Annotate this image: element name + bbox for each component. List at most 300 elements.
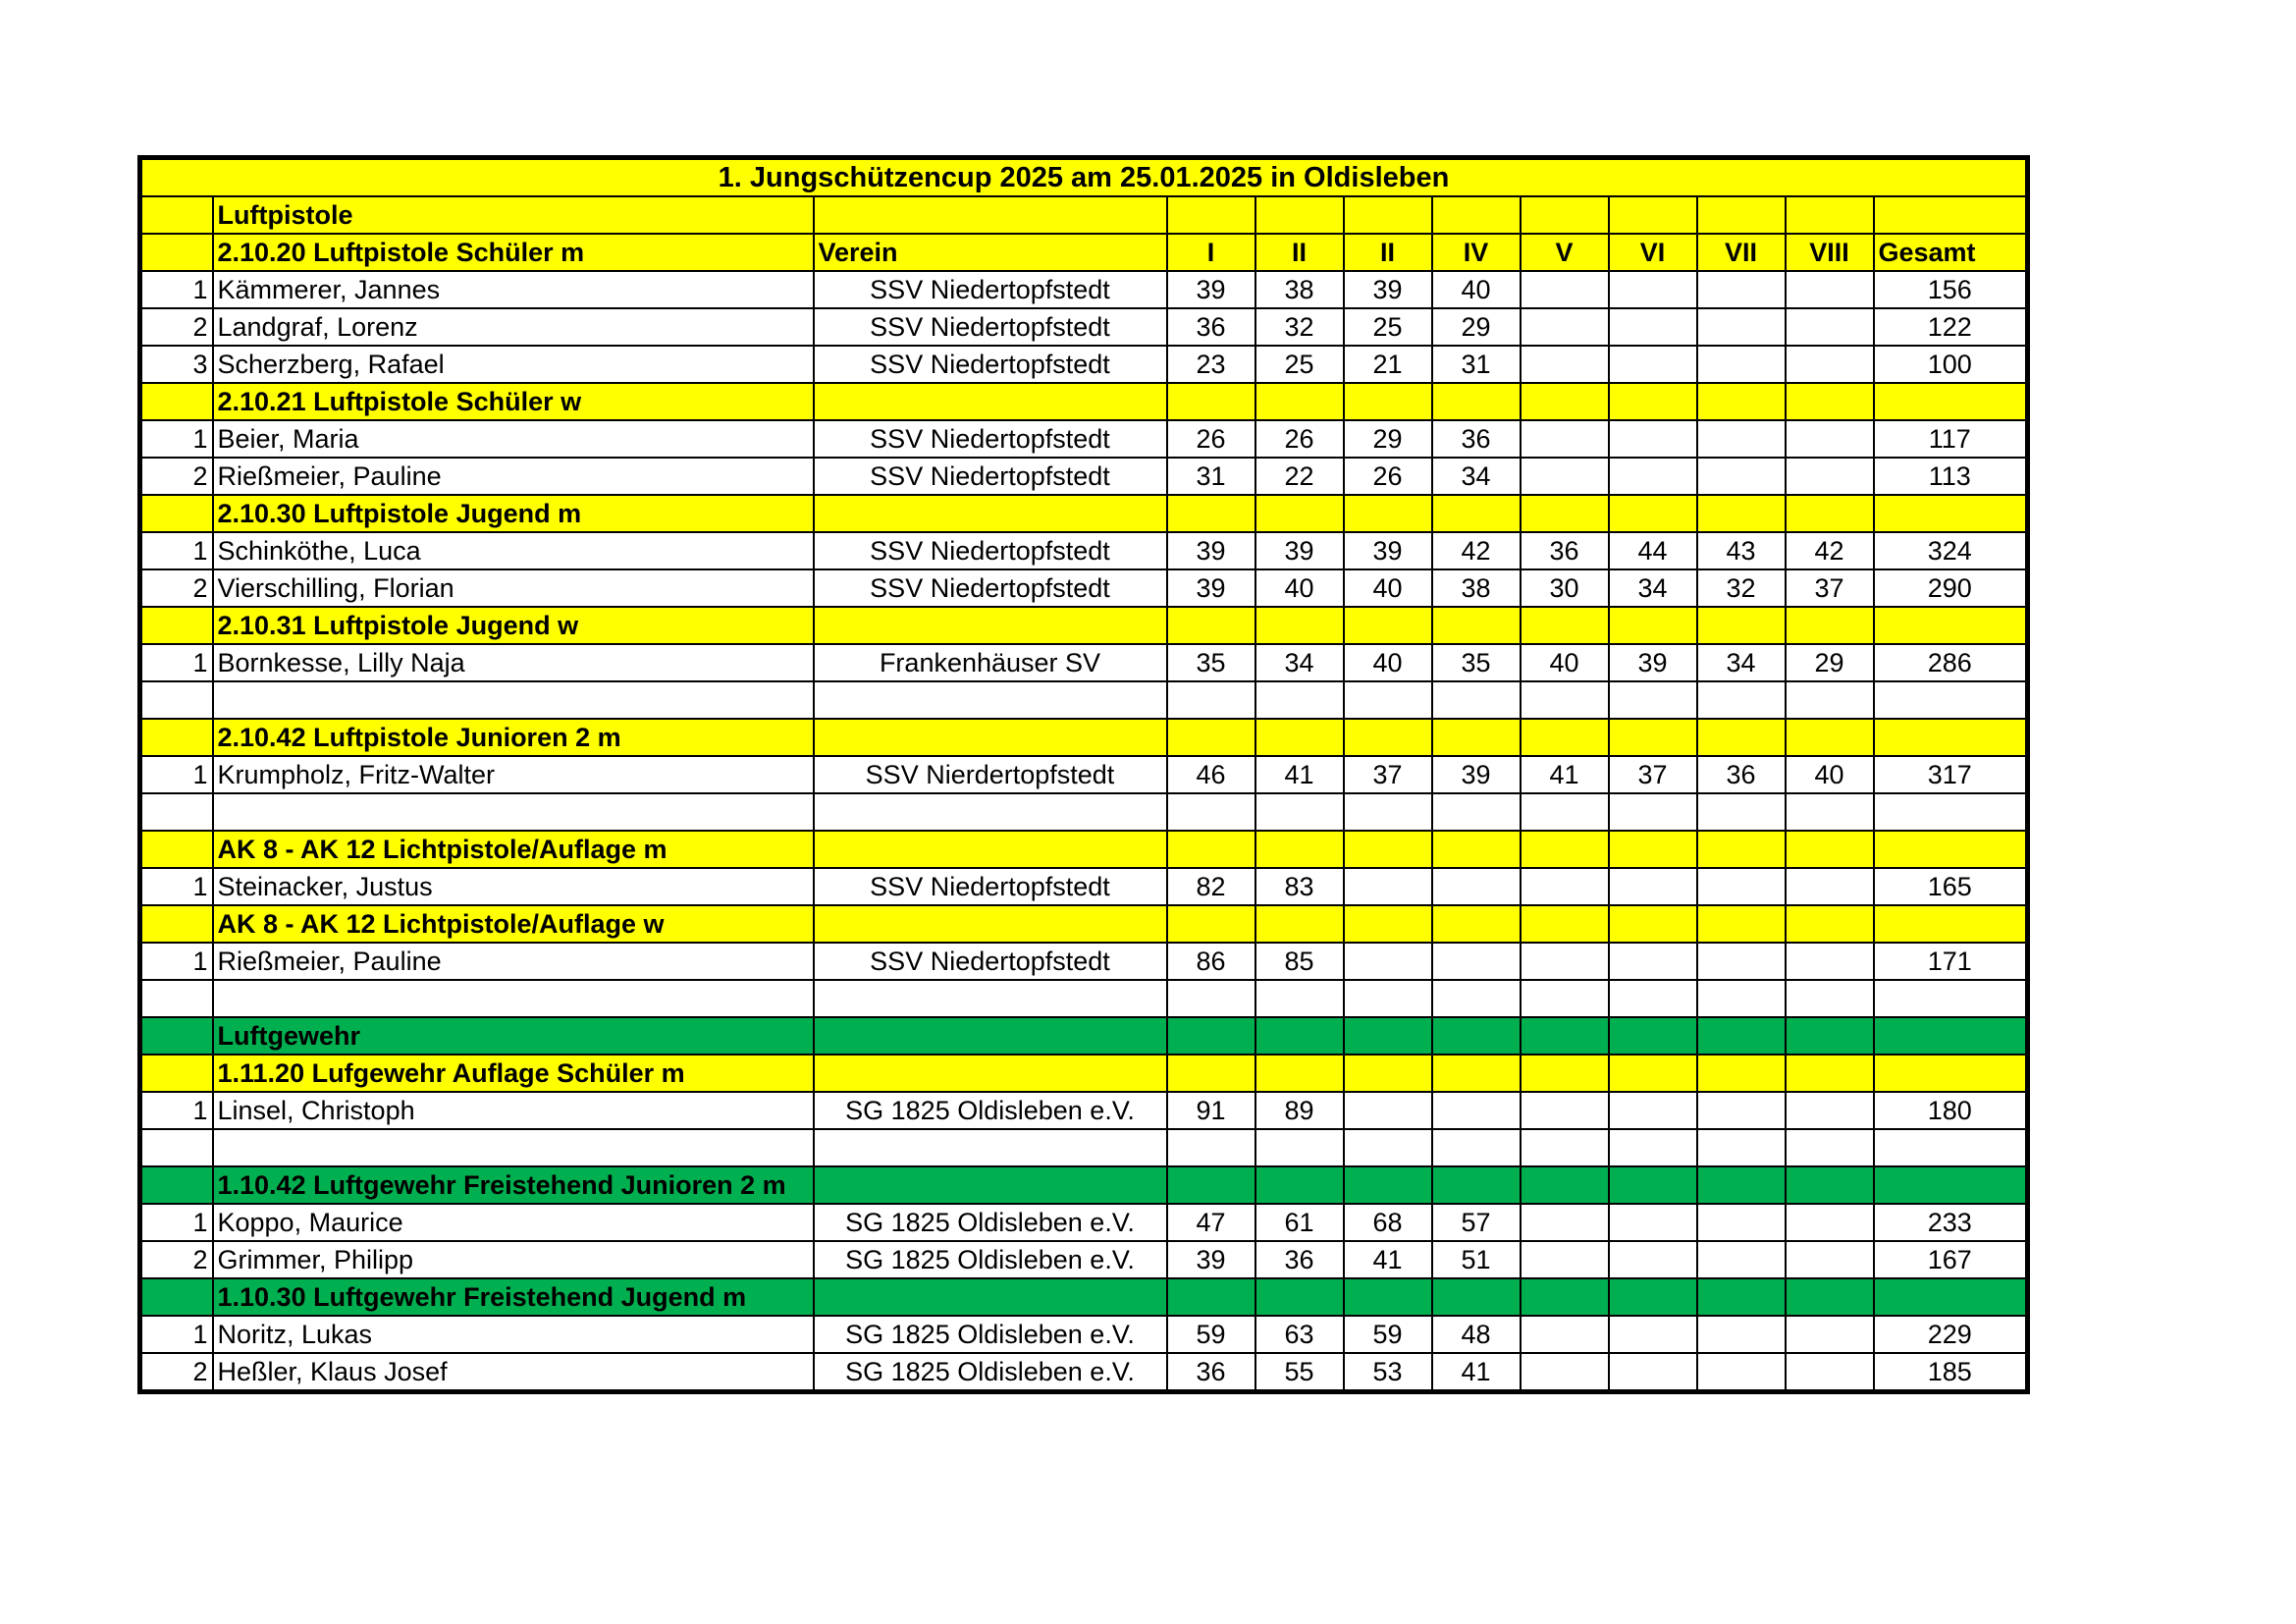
empty-cell: [1874, 383, 2028, 420]
name-cell: Kämmerer, Jannes: [213, 271, 814, 308]
empty-cell: [1874, 980, 2028, 1017]
empty-cell: [1521, 1278, 1609, 1316]
series-header: VI: [1609, 234, 1697, 271]
score-cell: 37: [1344, 756, 1432, 793]
table-row: [140, 271, 2028, 308]
score-cell: 46: [1167, 756, 1255, 793]
empty-cell: [814, 1129, 1167, 1166]
empty-cell: [1521, 196, 1609, 234]
section-label: 2.10.21 Luftpistole Schüler w: [213, 383, 814, 420]
name-cell: Noritz, Lukas: [213, 1316, 814, 1353]
score-cell: [1786, 458, 1874, 495]
empty-cell: [1344, 1278, 1432, 1316]
score-cell: 83: [1255, 868, 1344, 905]
club-cell: SG 1825 Oldisleben e.V.: [814, 1353, 1167, 1392]
score-cell: 29: [1432, 308, 1521, 346]
rank-cell: [140, 383, 213, 420]
empty-cell: [1167, 196, 1255, 234]
series-header: IV: [1432, 234, 1521, 271]
empty-cell: [814, 607, 1167, 644]
category-header: 2.10.20 Luftpistole Schüler m: [213, 234, 814, 271]
table-row: [140, 1241, 2028, 1278]
table-row: [140, 644, 2028, 681]
section-row: [140, 1017, 2028, 1055]
section-label: 1.10.42 Luftgewehr Freistehend Junioren 2 m: [213, 1166, 814, 1204]
empty-cell: [1697, 719, 1786, 756]
empty-cell: [814, 196, 1167, 234]
score-cell: 44: [1609, 532, 1697, 569]
score-cell: [1786, 1204, 1874, 1241]
blank-row: [140, 980, 2028, 1017]
score-cell: [1609, 868, 1697, 905]
score-cell: [1344, 868, 1432, 905]
score-cell: [1697, 1241, 1786, 1278]
empty-cell: [814, 1017, 1167, 1055]
empty-cell: [1874, 1017, 2028, 1055]
empty-cell: [140, 793, 213, 831]
score-cell: [1432, 943, 1521, 980]
empty-cell: [1786, 1055, 1874, 1092]
score-cell: 39: [1167, 532, 1255, 569]
empty-cell: [1167, 495, 1255, 532]
rank-cell: [140, 1278, 213, 1316]
empty-cell: [1344, 831, 1432, 868]
rank-cell: 2: [140, 1241, 213, 1278]
rank-cell: 1: [140, 532, 213, 569]
empty-cell: [1255, 1017, 1344, 1055]
club-cell: SSV Niedertopfstedt: [814, 346, 1167, 383]
empty-cell: [1786, 1278, 1874, 1316]
empty-cell: [1874, 1055, 2028, 1092]
empty-cell: [1874, 793, 2028, 831]
rank-cell: [140, 196, 213, 234]
score-cell: 86: [1167, 943, 1255, 980]
empty-cell: [1609, 719, 1697, 756]
score-cell: 36: [1167, 308, 1255, 346]
rank-cell: 1: [140, 1204, 213, 1241]
score-cell: [1521, 1353, 1609, 1392]
empty-cell: [1521, 793, 1609, 831]
score-cell: 36: [1697, 756, 1786, 793]
empty-cell: [1521, 495, 1609, 532]
series-header: VIII: [1786, 234, 1874, 271]
series-header: II: [1255, 234, 1344, 271]
score-cell: [1786, 271, 1874, 308]
empty-cell: [1432, 681, 1521, 719]
empty-cell: [1521, 1129, 1609, 1166]
empty-cell: [1167, 1055, 1255, 1092]
empty-cell: [1344, 681, 1432, 719]
table-row: [140, 420, 2028, 458]
empty-cell: [814, 980, 1167, 1017]
empty-cell: [1344, 607, 1432, 644]
empty-cell: [1167, 681, 1255, 719]
section-label: 2.10.30 Luftpistole Jugend m: [213, 495, 814, 532]
empty-cell: [1255, 1129, 1344, 1166]
score-cell: [1609, 1092, 1697, 1129]
rank-cell: [140, 831, 213, 868]
score-cell: [1786, 1241, 1874, 1278]
score-cell: 32: [1697, 569, 1786, 607]
empty-cell: [1167, 719, 1255, 756]
empty-cell: [1167, 793, 1255, 831]
blank-row: [140, 793, 2028, 831]
rank-cell: 1: [140, 644, 213, 681]
section-row: [140, 1055, 2028, 1092]
total-cell: 317: [1874, 756, 2028, 793]
empty-cell: [1609, 607, 1697, 644]
empty-cell: [1697, 196, 1786, 234]
total-cell: 233: [1874, 1204, 2028, 1241]
rank-cell: 2: [140, 569, 213, 607]
name-cell: Rießmeier, Pauline: [213, 458, 814, 495]
empty-cell: [1609, 1166, 1697, 1204]
score-cell: 40: [1255, 569, 1344, 607]
score-cell: 34: [1255, 644, 1344, 681]
score-cell: [1609, 1316, 1697, 1353]
table-row: [140, 1353, 2028, 1392]
score-cell: 40: [1344, 569, 1432, 607]
name-cell: Krumpholz, Fritz-Walter: [213, 756, 814, 793]
empty-cell: [213, 980, 814, 1017]
score-cell: 89: [1255, 1092, 1344, 1129]
score-cell: 21: [1344, 346, 1432, 383]
name-cell: Bornkesse, Lilly Naja: [213, 644, 814, 681]
section-label: Luftgewehr: [213, 1017, 814, 1055]
empty-cell: [1167, 1166, 1255, 1204]
empty-cell: [213, 793, 814, 831]
score-cell: 40: [1432, 271, 1521, 308]
table-row: [140, 569, 2028, 607]
empty-cell: [814, 1055, 1167, 1092]
empty-cell: [1521, 719, 1609, 756]
empty-cell: [1786, 196, 1874, 234]
score-cell: 47: [1167, 1204, 1255, 1241]
score-cell: 29: [1344, 420, 1432, 458]
score-cell: [1786, 868, 1874, 905]
total-cell: 229: [1874, 1316, 2028, 1353]
empty-cell: [1432, 196, 1521, 234]
score-cell: 34: [1609, 569, 1697, 607]
section-row: [140, 383, 2028, 420]
empty-cell: [1786, 1166, 1874, 1204]
section-row: [140, 905, 2028, 943]
empty-cell: [1609, 1017, 1697, 1055]
score-cell: [1609, 1241, 1697, 1278]
club-cell: SSV Nierdertopfstedt: [814, 756, 1167, 793]
club-cell: SSV Niedertopfstedt: [814, 458, 1167, 495]
score-cell: [1697, 868, 1786, 905]
score-cell: [1344, 943, 1432, 980]
score-cell: 23: [1167, 346, 1255, 383]
score-cell: [1609, 1204, 1697, 1241]
score-cell: 57: [1432, 1204, 1521, 1241]
empty-cell: [1609, 681, 1697, 719]
score-cell: [1521, 868, 1609, 905]
score-cell: [1609, 346, 1697, 383]
score-cell: 31: [1167, 458, 1255, 495]
table-row: [140, 1316, 2028, 1353]
empty-cell: [1609, 196, 1697, 234]
score-cell: 53: [1344, 1353, 1432, 1392]
club-cell: SSV Niedertopfstedt: [814, 868, 1167, 905]
empty-cell: [1609, 1129, 1697, 1166]
club-header: Verein: [814, 234, 1167, 271]
club-cell: SSV Niedertopfstedt: [814, 271, 1167, 308]
score-cell: [1697, 271, 1786, 308]
empty-cell: [1521, 1017, 1609, 1055]
rank-cell: 2: [140, 458, 213, 495]
score-cell: 39: [1609, 644, 1697, 681]
name-cell: Heßler, Klaus Josef: [213, 1353, 814, 1392]
empty-cell: [1344, 1129, 1432, 1166]
empty-cell: [1786, 607, 1874, 644]
empty-cell: [1167, 383, 1255, 420]
section-row: [140, 196, 2028, 234]
score-cell: [1521, 1241, 1609, 1278]
table-row: [140, 943, 2028, 980]
score-cell: 63: [1255, 1316, 1344, 1353]
total-cell: 122: [1874, 308, 2028, 346]
score-cell: 36: [1521, 532, 1609, 569]
empty-cell: [1521, 905, 1609, 943]
empty-cell: [1432, 1055, 1521, 1092]
empty-cell: [1255, 831, 1344, 868]
section-row: [140, 1278, 2028, 1316]
empty-cell: [1874, 495, 2028, 532]
blank-row: [140, 1129, 2028, 1166]
name-cell: Landgraf, Lorenz: [213, 308, 814, 346]
club-cell: SSV Niedertopfstedt: [814, 532, 1167, 569]
empty-cell: [1167, 905, 1255, 943]
rank-cell: 1: [140, 756, 213, 793]
empty-cell: [814, 495, 1167, 532]
score-cell: 51: [1432, 1241, 1521, 1278]
score-cell: [1521, 308, 1609, 346]
empty-cell: [1432, 905, 1521, 943]
section-label: AK 8 - AK 12 Lichtpistole/Auflage w: [213, 905, 814, 943]
empty-cell: [1609, 495, 1697, 532]
score-cell: [1697, 1353, 1786, 1392]
empty-cell: [1874, 196, 2028, 234]
empty-cell: [1167, 831, 1255, 868]
empty-cell: [1255, 495, 1344, 532]
empty-cell: [1255, 793, 1344, 831]
score-cell: 41: [1255, 756, 1344, 793]
empty-cell: [1344, 719, 1432, 756]
table-row: [140, 756, 2028, 793]
total-cell: 324: [1874, 532, 2028, 569]
club-cell: SSV Niedertopfstedt: [814, 569, 1167, 607]
score-cell: [1697, 1092, 1786, 1129]
empty-cell: [1255, 719, 1344, 756]
score-cell: 36: [1432, 420, 1521, 458]
empty-cell: [1432, 719, 1521, 756]
empty-cell: [1786, 383, 1874, 420]
empty-cell: [814, 383, 1167, 420]
empty-cell: [1874, 1166, 2028, 1204]
score-cell: 39: [1167, 1241, 1255, 1278]
empty-cell: [1344, 905, 1432, 943]
empty-cell: [1609, 905, 1697, 943]
empty-cell: [1697, 607, 1786, 644]
empty-cell: [1521, 1055, 1609, 1092]
empty-cell: [1786, 681, 1874, 719]
empty-cell: [1697, 793, 1786, 831]
empty-cell: [1432, 1278, 1521, 1316]
empty-cell: [1255, 980, 1344, 1017]
empty-cell: [1521, 383, 1609, 420]
score-cell: 38: [1432, 569, 1521, 607]
score-cell: [1697, 420, 1786, 458]
empty-cell: [1432, 495, 1521, 532]
empty-cell: [1874, 719, 2028, 756]
total-cell: 165: [1874, 868, 2028, 905]
empty-cell: [1255, 607, 1344, 644]
empty-cell: [213, 681, 814, 719]
empty-cell: [1344, 1166, 1432, 1204]
empty-cell: [814, 719, 1167, 756]
empty-cell: [140, 681, 213, 719]
score-cell: 41: [1432, 1353, 1521, 1392]
score-cell: [1521, 943, 1609, 980]
section-row: [140, 495, 2028, 532]
score-cell: [1609, 308, 1697, 346]
score-cell: 34: [1697, 644, 1786, 681]
empty-cell: [1697, 980, 1786, 1017]
score-cell: 36: [1167, 1353, 1255, 1392]
empty-cell: [140, 980, 213, 1017]
column-header-row: [140, 234, 2028, 271]
series-header: VII: [1697, 234, 1786, 271]
empty-cell: [1786, 905, 1874, 943]
rank-cell: 1: [140, 1092, 213, 1129]
score-cell: [1697, 308, 1786, 346]
score-cell: [1521, 1204, 1609, 1241]
name-cell: Beier, Maria: [213, 420, 814, 458]
empty-cell: [1697, 383, 1786, 420]
score-cell: 34: [1432, 458, 1521, 495]
score-cell: 61: [1255, 1204, 1344, 1241]
score-cell: 55: [1255, 1353, 1344, 1392]
empty-cell: [1786, 1017, 1874, 1055]
rank-cell: [140, 234, 213, 271]
empty-cell: [1786, 1129, 1874, 1166]
score-cell: 37: [1609, 756, 1697, 793]
score-cell: [1786, 1353, 1874, 1392]
empty-cell: [1609, 980, 1697, 1017]
empty-cell: [1521, 1166, 1609, 1204]
empty-cell: [1344, 793, 1432, 831]
score-cell: 68: [1344, 1204, 1432, 1241]
score-cell: [1344, 1092, 1432, 1129]
empty-cell: [1697, 681, 1786, 719]
rank-cell: [140, 1017, 213, 1055]
empty-cell: [1255, 681, 1344, 719]
total-cell: 156: [1874, 271, 2028, 308]
empty-cell: [1432, 831, 1521, 868]
score-cell: 41: [1344, 1241, 1432, 1278]
club-cell: SSV Niedertopfstedt: [814, 943, 1167, 980]
name-cell: Steinacker, Justus: [213, 868, 814, 905]
empty-cell: [1786, 831, 1874, 868]
empty-cell: [1786, 495, 1874, 532]
score-cell: 39: [1344, 271, 1432, 308]
empty-cell: [1344, 1017, 1432, 1055]
page-title: 1. Jungschützencup 2025 am 25.01.2025 in Oldisleben: [140, 158, 2028, 197]
title-row: [140, 158, 2028, 197]
empty-cell: [1344, 196, 1432, 234]
score-cell: 38: [1255, 271, 1344, 308]
score-cell: 39: [1255, 532, 1344, 569]
empty-cell: [814, 831, 1167, 868]
empty-cell: [1255, 383, 1344, 420]
empty-cell: [1432, 607, 1521, 644]
empty-cell: [1432, 980, 1521, 1017]
score-cell: 26: [1344, 458, 1432, 495]
score-cell: [1432, 868, 1521, 905]
score-cell: 31: [1432, 346, 1521, 383]
empty-cell: [1521, 980, 1609, 1017]
total-cell: 180: [1874, 1092, 2028, 1129]
empty-cell: [1786, 719, 1874, 756]
club-cell: SSV Niedertopfstedt: [814, 308, 1167, 346]
score-cell: [1609, 1353, 1697, 1392]
empty-cell: [1255, 905, 1344, 943]
score-cell: [1521, 420, 1609, 458]
total-cell: 290: [1874, 569, 2028, 607]
table-row: [140, 532, 2028, 569]
results-table-body: [140, 158, 2028, 1392]
empty-cell: [1874, 607, 2028, 644]
rank-cell: 1: [140, 868, 213, 905]
empty-cell: [1697, 1017, 1786, 1055]
section-label: AK 8 - AK 12 Lichtpistole/Auflage m: [213, 831, 814, 868]
empty-cell: [1697, 1166, 1786, 1204]
name-cell: Scherzberg, Rafael: [213, 346, 814, 383]
table-row: [140, 346, 2028, 383]
empty-cell: [1874, 831, 2028, 868]
total-cell: 286: [1874, 644, 2028, 681]
empty-cell: [213, 1129, 814, 1166]
empty-cell: [1167, 1278, 1255, 1316]
table-row: [140, 1092, 2028, 1129]
empty-cell: [1697, 1129, 1786, 1166]
empty-cell: [1609, 1055, 1697, 1092]
score-cell: [1697, 943, 1786, 980]
score-cell: [1432, 1092, 1521, 1129]
score-cell: 35: [1432, 644, 1521, 681]
score-cell: [1786, 943, 1874, 980]
rank-cell: 1: [140, 1316, 213, 1353]
blank-row: [140, 681, 2028, 719]
score-cell: 25: [1255, 346, 1344, 383]
total-cell: 100: [1874, 346, 2028, 383]
section-row: [140, 719, 2028, 756]
score-cell: [1609, 271, 1697, 308]
rank-cell: 2: [140, 1353, 213, 1392]
rank-cell: [140, 1055, 213, 1092]
table-row: [140, 458, 2028, 495]
section-label: 1.10.30 Luftgewehr Freistehend Jugend m: [213, 1278, 814, 1316]
empty-cell: [1167, 607, 1255, 644]
rank-cell: 2: [140, 308, 213, 346]
empty-cell: [814, 905, 1167, 943]
empty-cell: [1697, 1278, 1786, 1316]
score-cell: 35: [1167, 644, 1255, 681]
score-cell: 25: [1344, 308, 1432, 346]
empty-cell: [1344, 495, 1432, 532]
